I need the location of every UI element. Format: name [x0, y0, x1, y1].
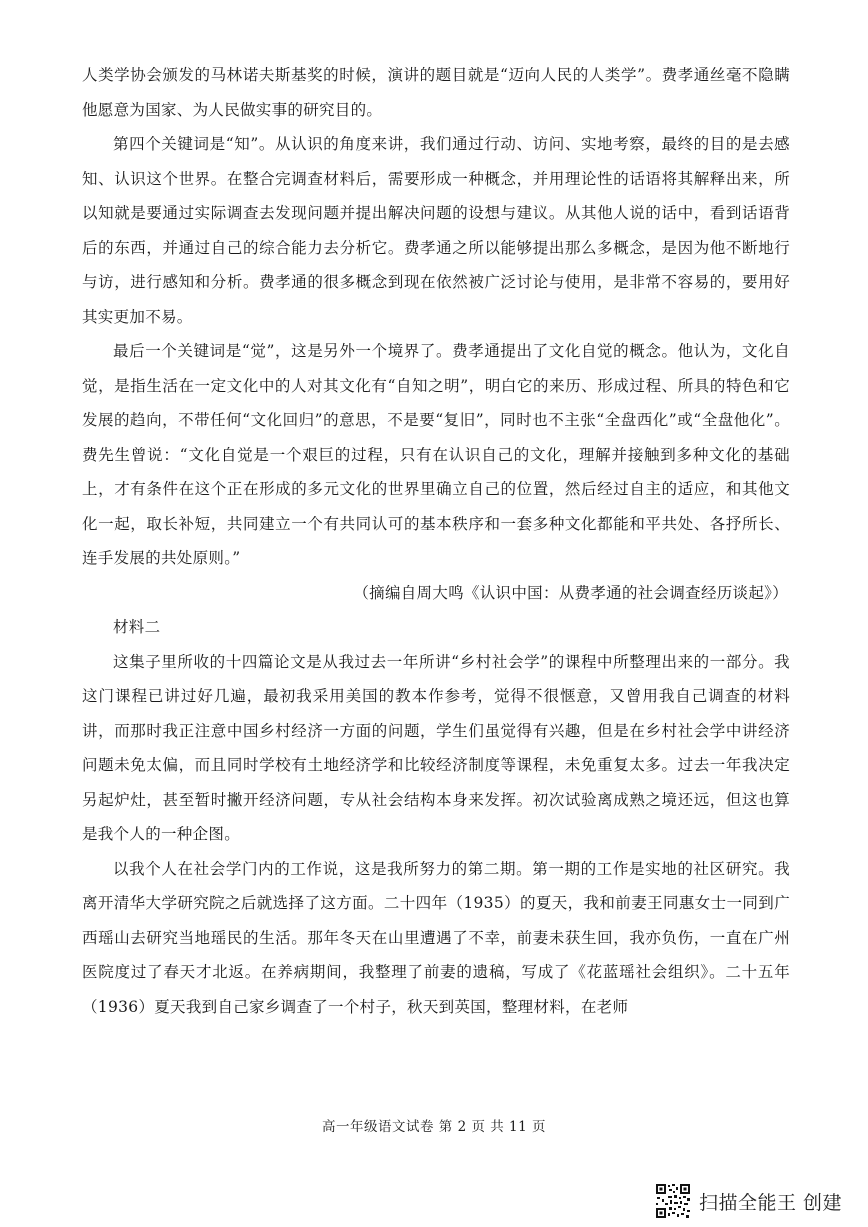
source-citation: （摘编自周大鸣《认识中国：从费孝通的社会调查经历谈起》）: [353, 583, 788, 602]
paragraph-personal-work: 以我个人在社会学门内的工作说，这是我所努力的第二期。第一期的工作是实地的社区研究。我离开清华大学研究院之后就选择了这方面。二十四年（1935）的夏天，我和前妻王同惠女士一同到广西瑶山去研究当地瑶民的生活。那年冬天在山里遭遇了不幸，前妻未获生回，我亦负伤，一直在广州医院度过了春天才北返。在养病期间，我整理了前妻的遗稿，写成了《花蓝瑶社会组织》。二十五年（1936）夏天我到自己家乡调查了一个村子，秋天到英国，整理材料，在老师: [82, 859, 790, 1016]
page-footer: 高一年级语文试卷 第 2 页 共 11 页: [321, 1119, 546, 1135]
section-heading-material-two: 材料二: [113, 618, 161, 636]
paragraph-keyword-jue: 最后一个关键词是“觉”，这是另外一个境界了。费孝通提出了文化自觉的概念。他认为，文化自觉，是指生活在一定文化中的人对其文化有“自知之明”，明白它的来历、形成过程、所具的特色和它发展的趋向，不带任何“文化回归”的意思，不是要“复旧”，同时也不主张“全盘西化”或“全盘他化”。费先生曾说：“文化自觉是一个艰巨的过程，只有在认识自己的文化，理解并接触到多种文化的基础上，才有条件在这个正在形成的多元文化的世界里确立自己的位置，然后经过自主的适应，和其他文化一起，取长补短，共同建立一个有共同认可的基本秩序和一套多种文化都能和平共处、各抒所长、连手发展的共处原则。”: [82, 342, 790, 567]
scanner-watermark: [655, 1182, 842, 1220]
qr-code-icon: [655, 1183, 691, 1219]
paragraph-keyword-zhi: 第四个关键词是“知”。从认识的角度来讲，我们通过行动、访问、实地考察，最终的目的是去感知、认识这个世界。在整合完调查材料后，需要形成一种概念，并用理论性的话语将其解释出来，所以知就是要通过实际调查去发现问题并提出解决问题的设想与建议。从其他人说的话中，看到话语背后的东西，并通过自己的综合能力去分析它。费孝通之所以能够提出那么多概念，是因为他不断地行与访，进行感知和分析。费孝通的很多概念到现在依然被广泛讨论与使用，是非常不容易的，要用好其实更加不易。: [82, 135, 790, 326]
paragraph-collection-intro: 这集子里所收的十四篇论文是从我过去一年所讲“乡村社会学”的课程中所整理出来的一部分。我这门课程已讲过好几遍，最初我采用美国的教本作参考，觉得不很惬意，又曾用我自己调查的材料讲，而那时我正注意中国乡村经济一方面的问题，学生们虽觉得有兴趣，但是在乡村社会学中讲经济问题未免太偏，而且同时学校有土地经济学和比较经济制度等课程，未免重复太多。过去一年我决定另起炉灶，甚至暂时撇开经济问题，专从社会结构本身来发挥。初次试验离成熟之境还远，但这也算是我个人的一种企图。: [82, 652, 790, 843]
document-body: [82, 58, 790, 1024]
watermark-text: 扫描全能王 创建: [698, 1191, 842, 1214]
paragraph-continuation: 人类学协会颁发的马林诺夫斯基奖的时候，演讲的题目就是“迈向人民的人类学”。费孝通丝毫不隐瞒他愿意为国家、为人民做实事的研究目的。: [82, 66, 790, 119]
